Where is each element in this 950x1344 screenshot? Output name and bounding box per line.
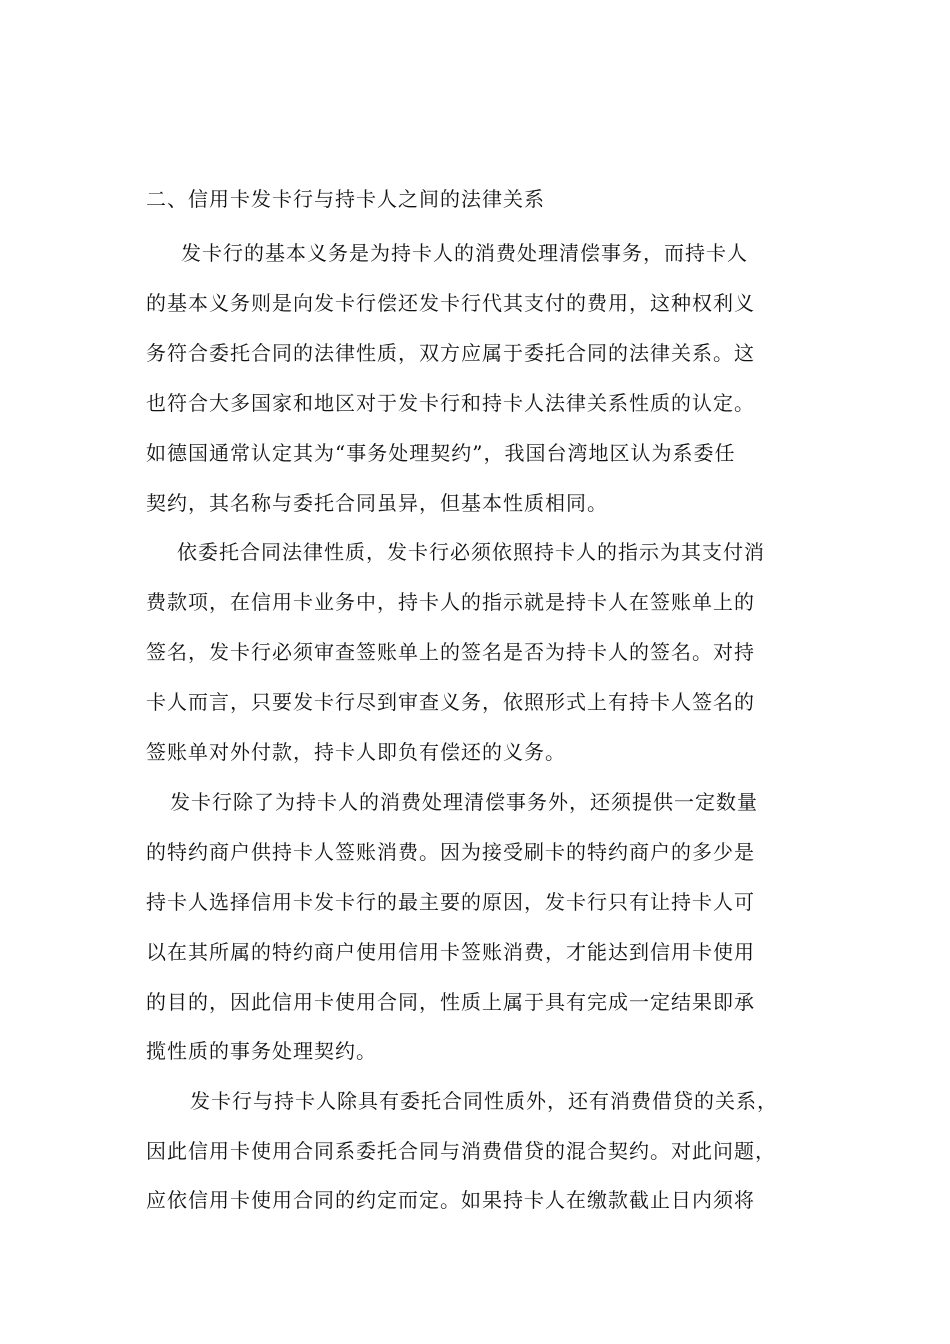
paragraph-3-line-3: 持卡人选择信用卡发卡行的最主要的原因，发卡行只有让持卡人可 (146, 890, 755, 914)
paragraph-4-line-1: 发卡行与持卡人除具有委托合同性质外，还有消费借贷的关系， (190, 1089, 778, 1113)
paragraph-3-line-5: 的目的，因此信用卡使用合同，性质上属于具有完成一定结果即承 (146, 990, 755, 1014)
paragraph-1-line-2: 的基本义务则是向发卡行偿还发卡行代其支付的费用，这种权利义 (146, 291, 755, 315)
paragraph-1-line-6: 契约，其名称与委托合同虽异，但基本性质相同。 (146, 491, 608, 515)
paragraph-2-line-3: 签名，发卡行必须审查签账单上的签名是否为持卡人的签名。对持 (146, 640, 755, 664)
paragraph-1-line-3: 务符合委托合同的法律性质，双方应属于委托合同的法律关系。这 (146, 341, 755, 365)
paragraph-4-line-2: 因此信用卡使用合同系委托合同与消费借贷的混合契约。对此问题， (146, 1139, 776, 1163)
paragraph-3-line-4: 以在其所属的特约商户使用信用卡签账消费，才能达到信用卡使用 (146, 940, 755, 964)
paragraph-2-line-4: 卡人而言，只要发卡行尽到审查义务，依照形式上有持卡人签名的 (146, 690, 755, 714)
paragraph-2-line-2: 费款项，在信用卡业务中，持卡人的指示就是持卡人在签账单上的 (146, 590, 755, 614)
paragraph-1-line-5: 如德国通常认定其为“事务处理契约”，我国台湾地区认为系委任 (146, 441, 736, 465)
section-heading: 二、信用卡发卡行与持卡人之间的法律关系 (146, 187, 545, 211)
paragraph-1-line-1: 发卡行的基本义务是为持卡人的消费处理清偿事务，而持卡人 (181, 241, 748, 265)
paragraph-3-line-1: 发卡行除了为持卡人的消费处理清偿事务外，还须提供一定数量 (170, 790, 758, 814)
paragraph-3-line-6: 揽性质的事务处理契约。 (146, 1039, 377, 1063)
paragraph-2-line-1: 依委托合同法律性质，发卡行必须依照持卡人的指示为其支付消 (177, 540, 765, 564)
paragraph-3-line-2: 的特约商户供持卡人签账消费。因为接受刷卡的特约商户的多少是 (146, 840, 755, 864)
paragraph-1-line-4: 也符合大多国家和地区对于发卡行和持卡人法律关系性质的认定。 (146, 391, 755, 415)
paragraph-2-line-5: 签账单对外付款，持卡人即负有偿还的义务。 (146, 740, 566, 764)
paragraph-4-line-3: 应依信用卡使用合同的约定而定。如果持卡人在缴款截止日内须将 (146, 1188, 755, 1212)
